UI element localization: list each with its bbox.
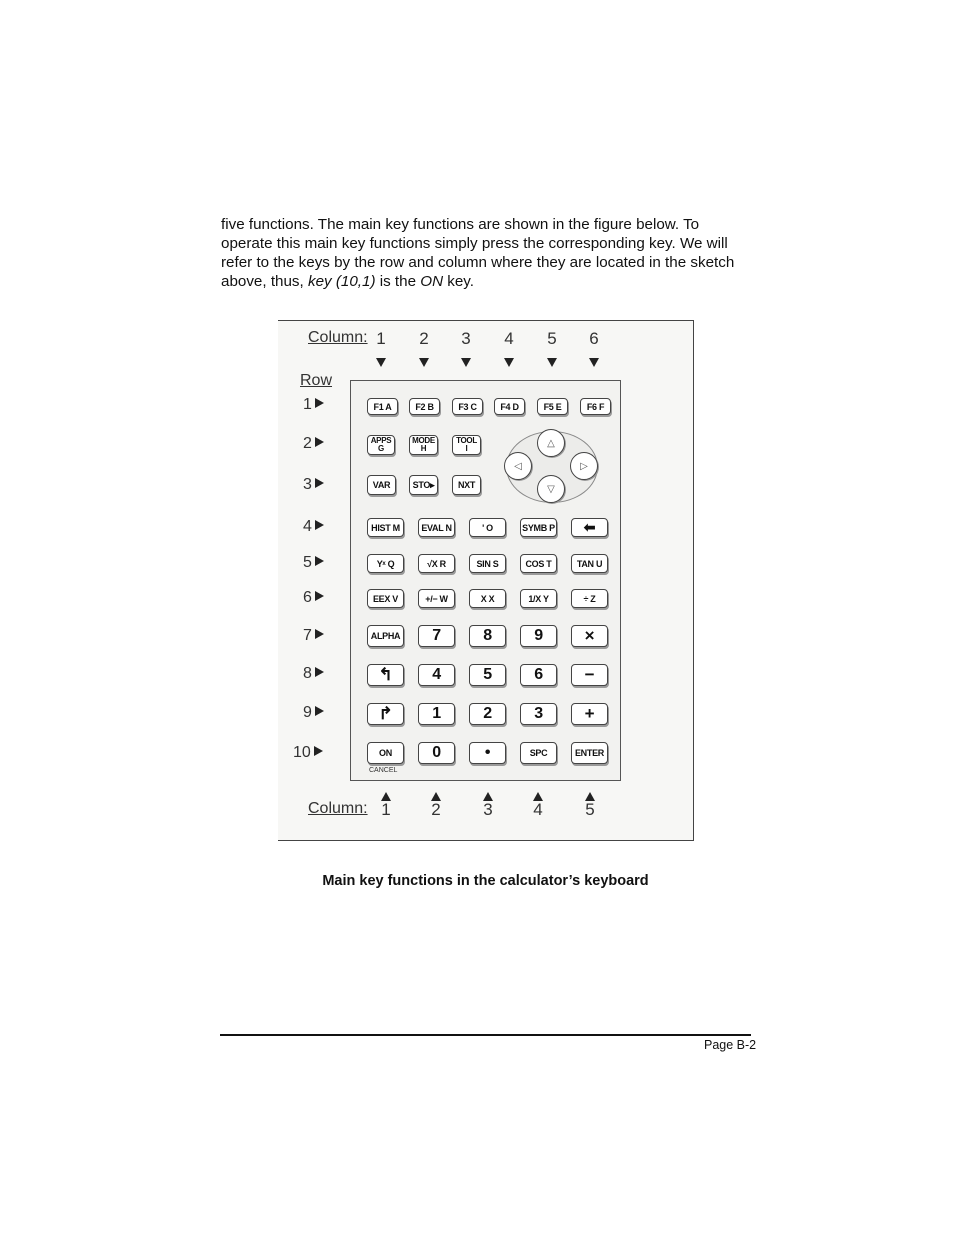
key-eex: EEX V (367, 589, 404, 608)
key-var: VAR (367, 475, 396, 495)
key-eval: EVAL N (418, 518, 455, 537)
key-multiply: × (571, 625, 608, 647)
key-0: 0 (418, 742, 455, 764)
row-number: 10 (293, 744, 311, 761)
key-enter: ENTER (571, 742, 608, 764)
key-sublabel: H (420, 444, 427, 453)
right-arrow-icon (315, 706, 324, 716)
key-f3: F3 C (452, 398, 483, 415)
key-label: TOOL (456, 436, 477, 445)
paragraph-line: five functions. The main key functions are shown in the figure below. To (221, 216, 700, 233)
row-number-5 (303, 554, 324, 572)
row-number: 4 (303, 518, 312, 535)
row-number-9 (303, 704, 324, 722)
top-column-label: Column: (308, 329, 368, 346)
key-f5: F5 E (537, 398, 568, 415)
key-7: 7 (418, 625, 455, 647)
row-number: 6 (303, 589, 312, 606)
bottom-column-label: Column: (308, 800, 368, 817)
key-sto: STO▸ (409, 475, 438, 495)
row-number-8 (303, 665, 324, 683)
row-number: 3 (303, 476, 312, 493)
down-arrow-icon (376, 358, 386, 367)
right-arrow-key-icon: ▷ (570, 452, 598, 480)
down-arrow-icon (461, 358, 471, 367)
footer-rule (220, 1034, 751, 1036)
row-number-7 (303, 627, 324, 645)
cancel-label: CANCEL (369, 767, 398, 774)
key-mode (409, 435, 438, 455)
key-left-shift-icon: ↰ (367, 664, 404, 686)
key-sublabel: I (465, 444, 468, 453)
top-column-number: 1 (376, 329, 386, 348)
right-arrow-icon (315, 478, 324, 488)
bottom-column-number: 1 (381, 800, 391, 819)
key-minus: − (571, 664, 608, 686)
top-column-number: 2 (419, 329, 429, 348)
key-6: 6 (520, 664, 557, 686)
key-symb: SYMB P (520, 518, 557, 537)
key-label: MODE (412, 436, 435, 445)
key-1: 1 (418, 703, 455, 725)
text-span: above, thus, (221, 273, 308, 290)
key-8: 8 (469, 625, 506, 647)
key-plus-minus: +/− W (418, 589, 455, 608)
key-backspace: ⬅ (571, 518, 608, 537)
row-number: 1 (303, 396, 312, 413)
key-nxt: NXT (452, 475, 481, 495)
right-arrow-icon (315, 398, 324, 408)
key-cos: COS T (520, 554, 557, 573)
down-arrow-icon (589, 358, 599, 367)
key-f6: F6 F (580, 398, 611, 415)
right-arrow-icon (315, 667, 324, 677)
up-arrow-key-icon: △ (537, 429, 565, 457)
down-arrow-icon (419, 358, 429, 367)
key-tool (452, 435, 481, 455)
key-spc: SPC (520, 742, 557, 764)
key-5: 5 (469, 664, 506, 686)
page-number: Page B-2 (704, 1038, 757, 1052)
row-number-3 (303, 476, 324, 494)
row-number-1 (303, 396, 324, 414)
paragraph-line-4 (221, 272, 741, 291)
row-number: 9 (303, 704, 312, 721)
paragraph-line: refer to the keys by the row and column where they are located in the sketch (221, 254, 735, 271)
row-number-6 (303, 589, 324, 607)
key-tan: TAN U (571, 554, 608, 573)
on-key-reference: ON (420, 273, 444, 290)
key-9: 9 (520, 625, 557, 647)
key-plus: + (571, 703, 608, 725)
key-divide: ÷ Z (571, 589, 608, 608)
key-alpha: ALPHA (367, 625, 404, 647)
body-paragraph (221, 215, 741, 291)
key-power: Yˣ Q (367, 554, 404, 573)
keyboard-figure (278, 320, 694, 841)
down-arrow-icon (504, 358, 514, 367)
right-arrow-icon (315, 437, 324, 447)
key-2: 2 (469, 703, 506, 725)
text-span: is the (375, 273, 421, 290)
key-f1: F1 A (367, 398, 398, 415)
key-quote: ' O (469, 518, 506, 537)
left-arrow-key-icon: ◁ (504, 452, 532, 480)
bottom-column-number: 2 (431, 800, 441, 819)
right-arrow-icon (315, 591, 324, 601)
key-sublabel: G (378, 444, 384, 453)
paragraph-line: operate this main key functions simply press the corresponding key. We will (221, 235, 728, 252)
bottom-column-number: 5 (585, 800, 595, 819)
down-arrow-icon (547, 358, 557, 367)
right-arrow-icon (315, 556, 324, 566)
keyboard-panel (350, 380, 621, 781)
key-reference: key (10,1) (307, 273, 376, 290)
right-arrow-icon (315, 629, 324, 639)
key-label: APPS (370, 436, 392, 445)
top-column-number: 5 (547, 329, 557, 348)
right-arrow-icon (315, 520, 324, 530)
text-span: key. (443, 273, 474, 290)
row-number-10 (293, 744, 323, 762)
arrow-pad (504, 429, 600, 503)
row-number-2 (303, 435, 324, 453)
key-sqrt: √X R (418, 554, 455, 573)
key-4: 4 (418, 664, 455, 686)
key-right-shift-icon: ↱ (367, 703, 404, 725)
top-column-number: 6 (589, 329, 599, 348)
key-reciprocal: 1/X Y (520, 589, 557, 608)
right-arrow-icon (314, 746, 323, 756)
key-x: X X (469, 589, 506, 608)
row-number: 8 (303, 665, 312, 682)
bottom-column-number: 4 (533, 800, 543, 819)
key-sin: SIN S (469, 554, 506, 573)
row-number: 2 (303, 435, 312, 452)
row-number-4 (303, 518, 324, 536)
row-number: 7 (303, 627, 312, 644)
key-f2: F2 B (409, 398, 440, 415)
down-arrow-key-icon: ▽ (537, 475, 565, 503)
key-hist: HIST M (367, 518, 404, 537)
bottom-column-number: 3 (483, 800, 493, 819)
key-apps (367, 435, 395, 455)
top-column-number: 3 (461, 329, 471, 348)
row-number: 5 (303, 554, 312, 571)
figure-caption: Main key functions in the calculator’s keyboard (322, 873, 649, 889)
row-label: Row (300, 372, 333, 389)
key-f4: F4 D (494, 398, 525, 415)
key-on: ON (367, 742, 404, 764)
key-dot: • (469, 742, 506, 764)
key-3: 3 (520, 703, 557, 725)
top-column-number: 4 (504, 329, 514, 348)
